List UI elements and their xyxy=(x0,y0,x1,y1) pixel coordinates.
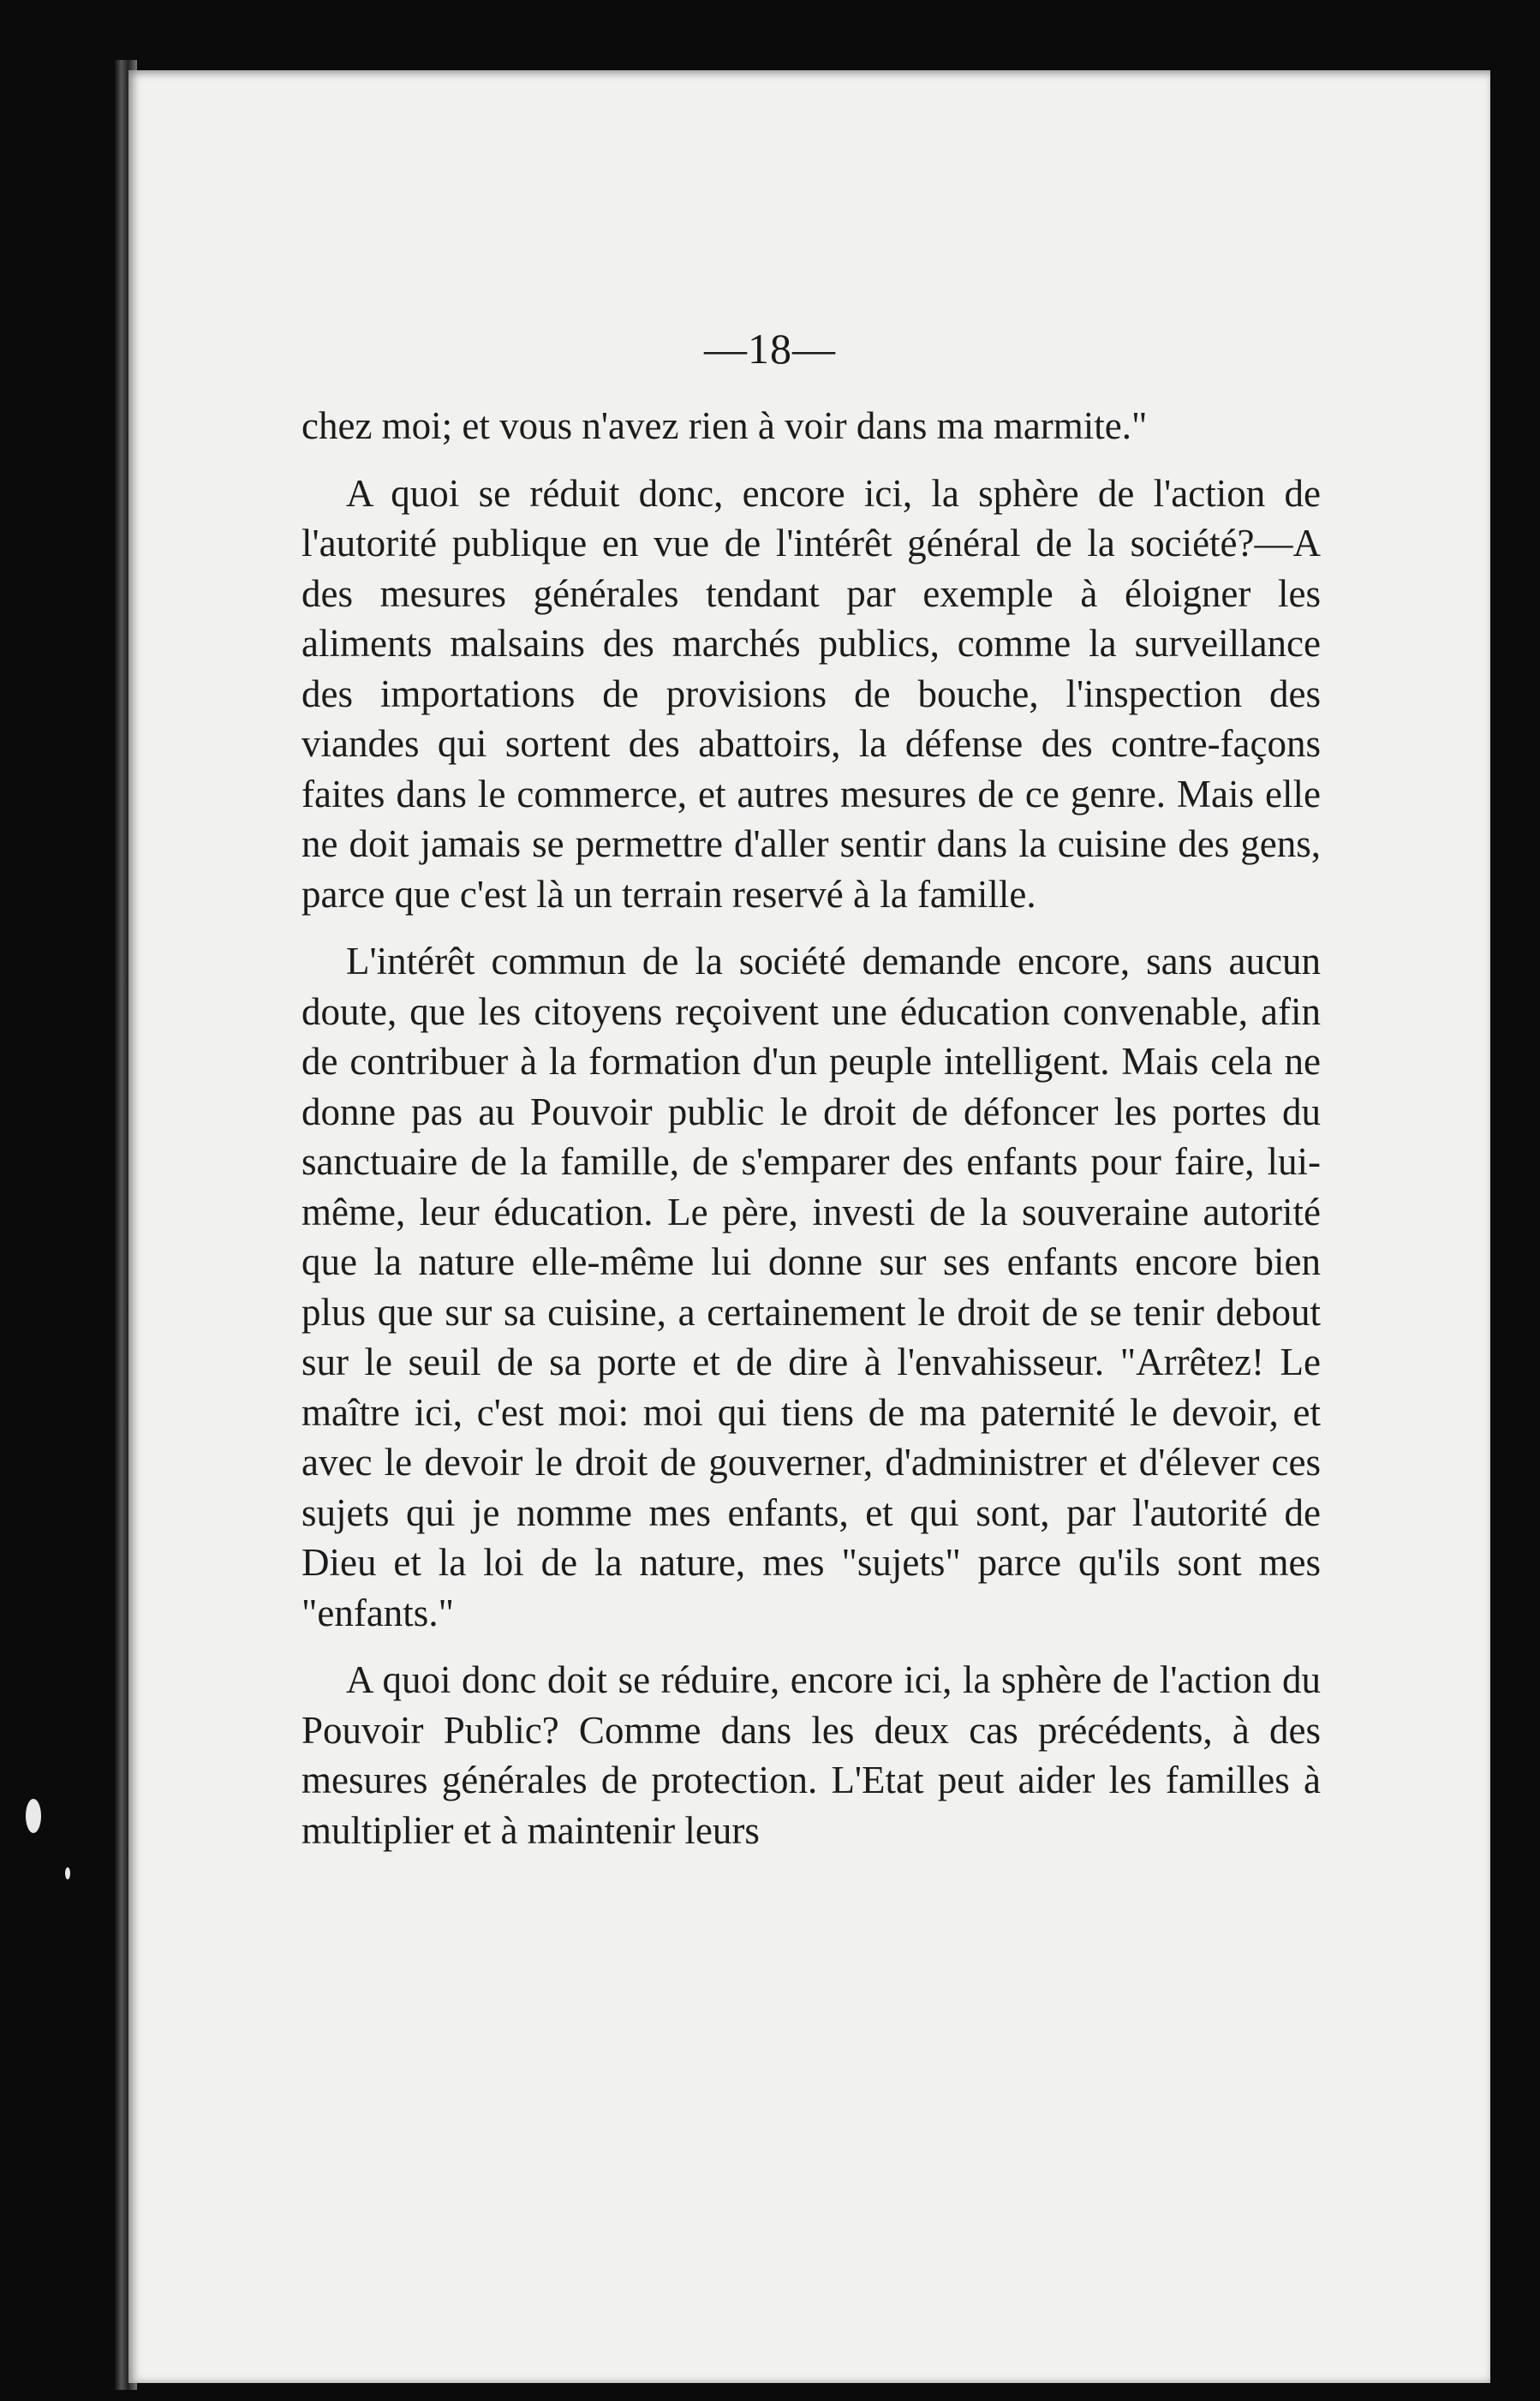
paragraph: L'intérêt commun de la société demande encore, sans aucun doute, que les citoyens reçoivent une éducation convenable, afin de contribuer à la formation d'un peuple intelligent. Mais cela ne donne pas au Pouvoir public le droit de défoncer les portes du sanctuaire de la famille, de s'emparer des enfants pour faire, lui-même, leur éducation. Le père, investi de la souveraine autorité que la nature elle-même lui donne sur ses enfants encore bien plus que sur sa cuisine, a certainement le droit de se tenir debout sur le seuil de sa porte et de dire à l'envahisseur. "Arrêtez! Le maître ici, c'est moi: moi qui tiens de ma paternité le devoir, et avec le devoir le droit de gouverner, d'administrer et d'élever ces sujets qui je nomme mes enfants, et qui sont, par l'autorité de Dieu et la loi de la nature, mes "sujets" parce qu'ils sont mes "enfants." xyxy=(301,940,1321,1634)
page-number: —18— xyxy=(704,325,836,373)
page-text xyxy=(301,401,1321,1855)
scan-border xyxy=(1490,60,1540,2401)
scan-speck xyxy=(26,1799,41,1833)
paragraph: A quoi se réduit donc, encore ici, la sphère de l'action de l'autorité publique en vue de l'intérêt général de la société?—A des mesures générales tendant par exemple à éloigner les aliments malsains des marchés publics, comme la surveillance des importations de provisions de bouche, l'inspection des viandes qui sortent des abattoirs, la défense des contre-façons faites dans le commerce, et autres mesures de ce genre. Mais elle ne doit jamais se permettre d'aller sentir dans la cuisine des gens, parce que c'est là un terrain reservé à la famille. xyxy=(301,471,1321,916)
scan-speck xyxy=(65,1867,70,1879)
paragraph: A quoi donc doit se réduire, encore ici, la sphère de l'action du Pouvoir Public? Comme dans les deux cas précédents, à des mesures générales de protection. L'Etat peut aider les familles à multiplier et à maintenir leurs xyxy=(301,1658,1321,1852)
paragraph: chez moi; et vous n'avez rien à voir dans ma marmite." xyxy=(301,404,1148,447)
